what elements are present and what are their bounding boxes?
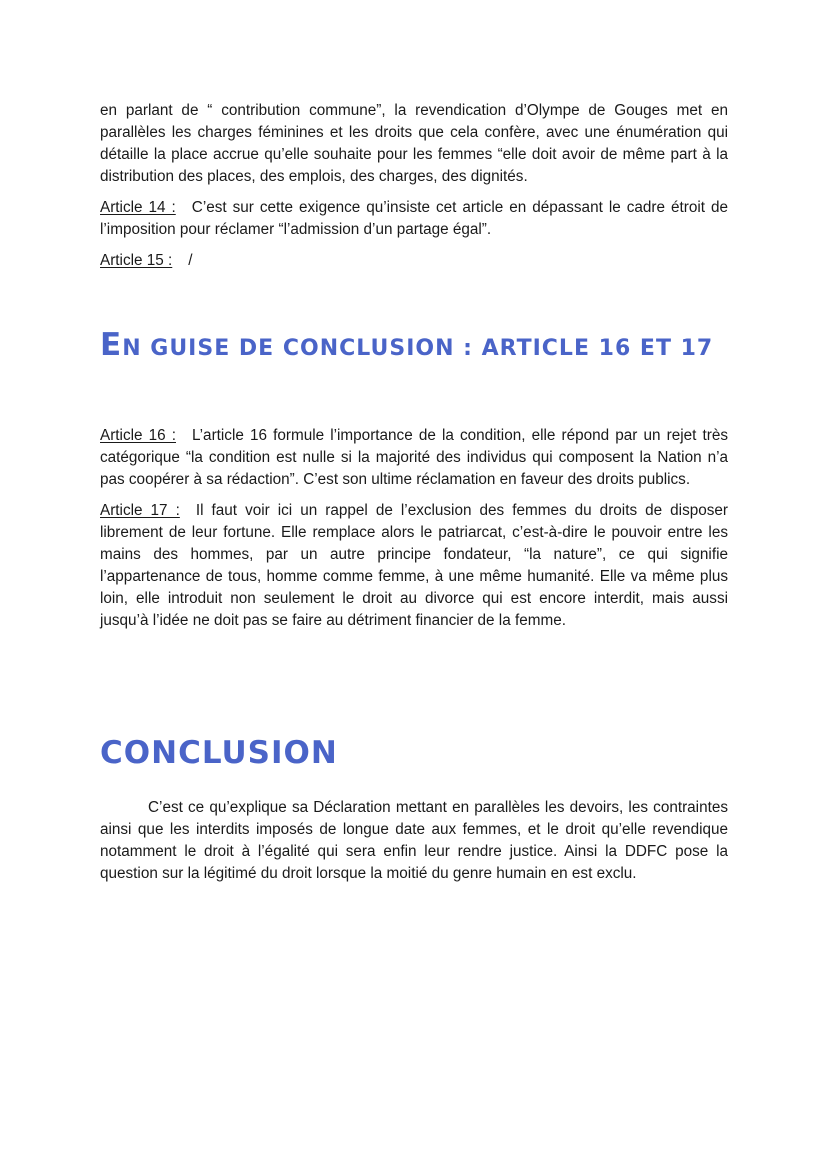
article-text: Il faut voir ici un rappel de l’exclusion des femmes du droits de disposer librement de leur fortune. Elle remplace alors le patriarcat, c’est-à-dire le pouvoir entre les mains des hommes, par un autre principe fondateur, “la nature”, ce qui signifie l’appartenance de tous, homme comme femme, à une même humanité. Elle va même plus loin, elle introduit non seulement le droit au divorce qui est encore interdit, mais aussi jusqu’à l’idée ne doit pas se faire au détriment financier de la femme. (100, 502, 728, 629)
article-label: Article 17 : (100, 502, 180, 519)
document-page (100, 100, 728, 885)
section-heading-partial-conclusion: EN GUISE DE CONCLUSION : ARTICLE 16 ET 17 (100, 327, 714, 363)
section-body-partial-conclusion (100, 425, 728, 632)
article-label: Article 16 : (100, 427, 176, 444)
article-text: L’article 16 formule l’importance de la condition, elle répond par un rejet très catégorique “la condition est nulle si la majorité des individus qui composent la Nation n’a pas coopérer à sa rédaction”. C’est son ultime réclamation en faveur des droits publics. (100, 427, 728, 488)
article-label: Article 14 : (100, 199, 176, 216)
article-text: / (188, 252, 193, 269)
conclusion-paragraph: C’est ce qu’explique sa Déclaration mettant en parallèles les devoirs, les contraintes ainsi que les interdits imposés de longue date aux femmes, et le droit qu’elle revendique notamment le droit à l’égalité qui sera enfin leur rendre justice. Ainsi la DDFC pose la question sur la légitimé du droit lorsque la moitié du genre humain en est exclu. (100, 799, 728, 882)
article-17 (100, 500, 728, 632)
article-label: Article 15 : (100, 252, 173, 269)
article-16 (100, 425, 728, 491)
article-15 (100, 250, 728, 272)
intro-paragraph: en parlant de “ contribution commune”, la revendication d’Olympe de Gouges met en parallèles les charges féminines et les droits que cela confère, avec une énumération qui détaille la place accrue qu’elle souhaite pour les femmes “elle doit avoir de même part à la distribution des places, des emplois, des charges, des dignités. (100, 102, 728, 185)
article-text: C’est sur cette exigence qu’insiste cet article en dépassant le cadre étroit de l’imposition pour réclamer “l’admission d’un partage égal”. (100, 199, 729, 238)
section-heading-conclusion: CONCLUSION (100, 735, 338, 771)
article-14 (100, 197, 728, 241)
